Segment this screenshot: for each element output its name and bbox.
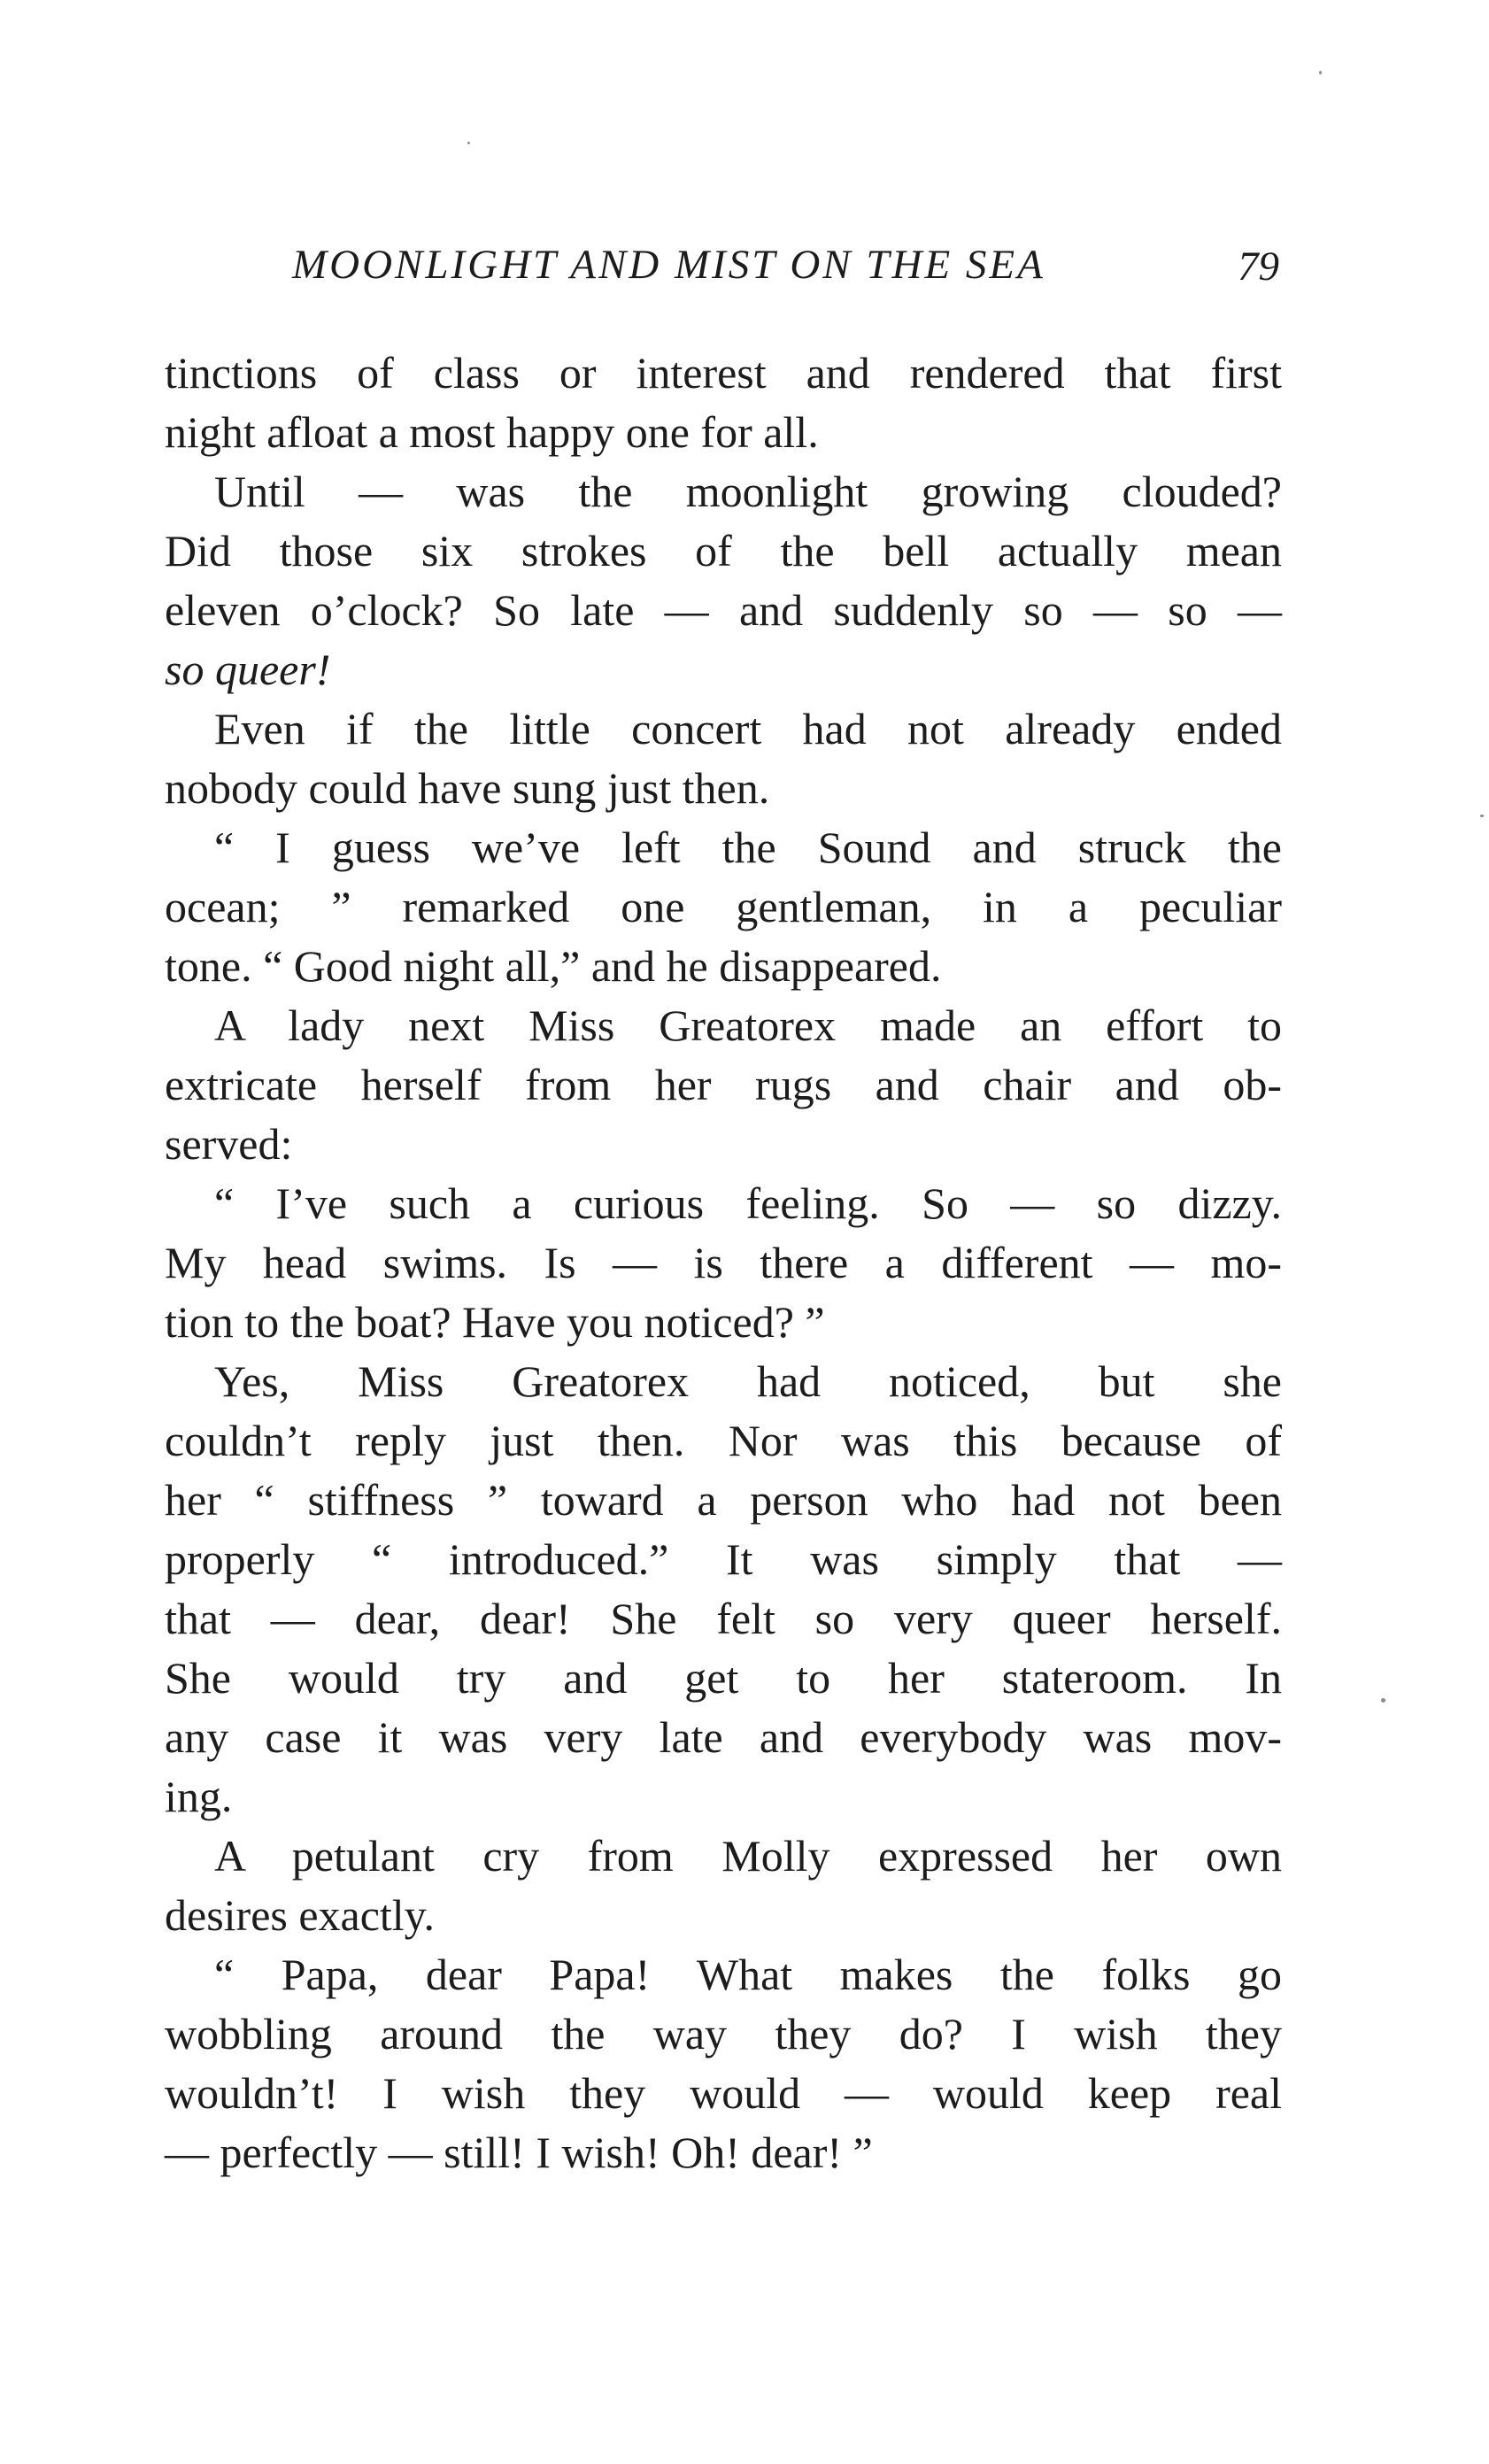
text-line: Even if the little concert had not already ended	[214, 704, 1282, 753]
text-line: ing.	[165, 1772, 233, 1821]
text-line: “ I’ve such a curious feeling. So — so dizzy.	[214, 1178, 1282, 1228]
text-line: her “ stiffness ” toward a person who had not been	[165, 1475, 1282, 1525]
text-line: Until — was the moonlight growing clouded?	[214, 467, 1282, 516]
text-line: properly “ introduced.” It was simply that —	[165, 1534, 1282, 1584]
text-line: “ I guess we’ve left the Sound and struck the	[214, 823, 1282, 872]
text-line: Yes, Miss Greatorex had noticed, but she	[214, 1356, 1282, 1406]
text-body	[165, 344, 1282, 2182]
text-line: tion to the boat? Have you noticed? ”	[165, 1297, 825, 1347]
text-line: tone. “ Good night all,” and he disappeared.	[165, 941, 942, 991]
text-line: “ Papa, dear Papa! What makes the folks go	[214, 1950, 1282, 1999]
ink-speck	[1381, 1698, 1385, 1703]
text-line: served:	[165, 1119, 293, 1169]
text-line: any case it was very late and everybody was mov-	[165, 1712, 1282, 1762]
ink-speck	[1319, 71, 1322, 74]
text-line: that — dear, dear! She felt so very queer herself.	[165, 1594, 1282, 1643]
running-head	[292, 241, 1279, 303]
text-line: A petulant cry from Molly expressed her own	[214, 1831, 1282, 1881]
text-line: — perfectly — still! I wish! Oh! dear! ”	[165, 2128, 873, 2177]
text-line: Did those six strokes of the bell actually mean	[165, 526, 1282, 575]
text-line: A lady next Miss Greatorex made an effort to	[214, 1000, 1282, 1050]
ink-speck	[467, 142, 470, 144]
text-line: She would try and get to her stateroom. In	[165, 1653, 1282, 1703]
text-line: tinctions of class or interest and rendered that first	[165, 348, 1282, 398]
text-line: eleven o’clock? So late — and suddenly so — so —	[165, 585, 1282, 635]
page-number: 79	[1238, 243, 1279, 290]
text-line: extricate herself from her rugs and chair and ob-	[165, 1060, 1282, 1109]
text-line: so queer!	[165, 645, 331, 694]
text-line: My head swims. Is — is there a different — mo-	[165, 1238, 1282, 1287]
text-line: wobbling around the way they do? I wish they	[165, 2009, 1282, 2058]
text-line: night afloat a most happy one for all.	[165, 407, 819, 457]
text-line: ocean; ” remarked one gentleman, in a peculiar	[165, 882, 1282, 931]
text-line: nobody could have sung just then.	[165, 763, 770, 813]
ink-speck	[1480, 815, 1484, 817]
running-title: MOONLIGHT AND MIST ON THE SEA	[292, 242, 1045, 288]
text-line: desires exactly.	[165, 1890, 435, 1940]
text-line: wouldn’t! I wish they would — would keep real	[165, 2068, 1282, 2118]
text-line: couldn’t reply just then. Nor was this because of	[165, 1416, 1282, 1465]
